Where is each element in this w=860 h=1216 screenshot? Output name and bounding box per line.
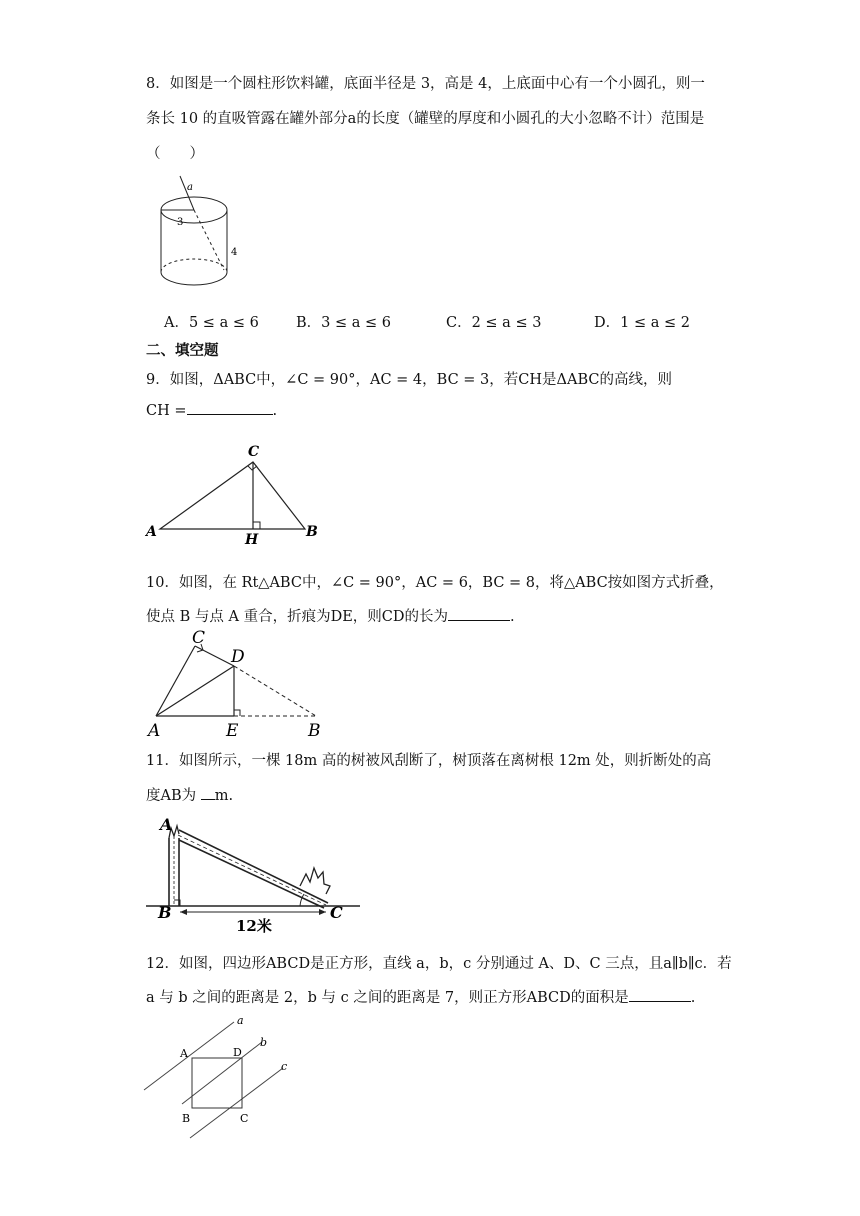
q9-triangle-figure <box>140 440 330 550</box>
q12-label-B: B <box>182 1112 191 1125</box>
q8-line-1: 8．如图是一个圆柱形饮料罐，底面半径是 3，高是 4，上底面中心有一个小圆孔，则一 <box>146 76 705 92</box>
q10-label-A: A <box>148 721 161 741</box>
q12-label-line-b: b <box>260 1036 268 1049</box>
q12-label-A: A <box>180 1047 188 1060</box>
q12-square-figure <box>140 1010 310 1145</box>
q12-answer-blank[interactable] <box>629 989 691 1002</box>
q10-line-1: 10．如图，在 Rt△ABC中，∠C = 90°，AC = 6，BC = 8，将△ABC按如图方式折叠， <box>146 575 724 591</box>
q11-answer-blank[interactable] <box>201 787 215 800</box>
q8-option-d[interactable]: D．1 ≤ a ≤ 2 <box>594 315 690 331</box>
q10-fold-figure <box>140 626 340 746</box>
q10-line-2-prefix: 使点 B 与点 A 重合，折痕为DE，则CD的长为 <box>146 609 448 625</box>
q11-line-1: 11．如图所示，一棵 18m 高的树被风刮断了，树顶落在离树根 12m 处，则折断处的高 <box>146 753 712 769</box>
q11-line-2-suffix: m. <box>214 788 234 804</box>
q12-line-2-prefix: a 与 b 之间的距离是 2，b 与 c 之间的距离是 7，则正方形ABCD的面积是 <box>146 990 629 1006</box>
q12-line-2-suffix: . <box>690 990 696 1006</box>
q8-label-height: 4 <box>231 247 238 258</box>
q11-label-distance: 12米 <box>236 917 272 935</box>
q8-cylinder-figure <box>150 172 260 287</box>
q12-label-C: C <box>240 1112 249 1125</box>
q8-option-b[interactable]: B．3 ≤ a ≤ 6 <box>296 315 391 331</box>
q12-line-1: 12．如图，四边形ABCD是正方形，直线 a，b，c 分别通过 A、D、C 三点，且a∥b∥c．若 <box>146 956 732 972</box>
q11-label-B: B <box>158 903 172 922</box>
q9-line-2-suffix: . <box>272 403 278 419</box>
q8-line-2: 条长 10 的直吸管露在罐外部分a的长度（罐壁的厚度和小圆孔的大小忽略不计）范围是 <box>146 111 705 127</box>
q10-label-D: D <box>231 647 245 667</box>
q12-line-2 <box>146 986 695 1007</box>
q11-label-C: C <box>330 903 343 922</box>
q12-label-line-c: c <box>281 1060 288 1073</box>
q11-line-2 <box>146 784 233 805</box>
section-heading: 二、填空题 <box>146 342 219 359</box>
q12-label-D: D <box>233 1046 242 1059</box>
q9-label-H: H <box>245 532 259 548</box>
q10-line-2-suffix: . <box>510 609 515 625</box>
q10-line-2 <box>146 605 515 626</box>
q11-label-A: A <box>160 815 173 834</box>
q9-label-C: C <box>248 444 260 460</box>
q9-line-2 <box>146 402 277 419</box>
q8-option-c[interactable]: C．2 ≤ a ≤ 3 <box>446 315 542 331</box>
q9-label-B: B <box>306 524 318 540</box>
q9-line-2-prefix: CH = <box>146 403 187 419</box>
q10-label-B: B <box>308 721 321 741</box>
q8-label-a: a <box>187 182 193 193</box>
q10-label-E: E <box>226 721 239 741</box>
q8-line-3: （ ） <box>146 146 204 162</box>
q12-label-line-a: a <box>237 1014 244 1027</box>
q11-line-2-prefix: 度AB为 <box>146 788 197 804</box>
q8-label-radius: 3 <box>177 217 184 228</box>
q9-answer-blank[interactable] <box>187 402 273 415</box>
q8-option-a[interactable]: A．5 ≤ a ≤ 6 <box>164 315 259 331</box>
q10-label-C: C <box>192 628 206 648</box>
q9-line-1: 9．如图，ΔABC中，∠C = 90°，AC = 4，BC = 3，若CH是ΔABC的高线，则 <box>146 372 672 388</box>
q9-label-A: A <box>146 524 157 540</box>
q11-tree-figure <box>140 812 370 937</box>
q10-answer-blank[interactable] <box>448 608 510 621</box>
